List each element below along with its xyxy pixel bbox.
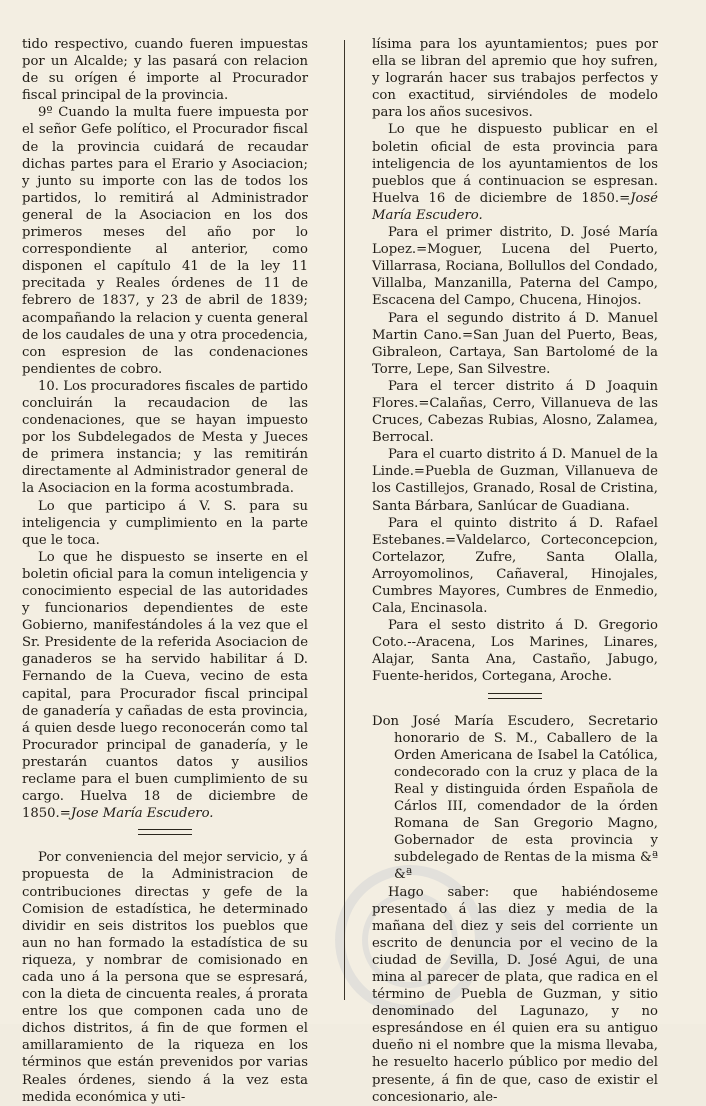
section-divider — [488, 693, 542, 699]
paragraph: 10. Los procuradores fiscales de partido concluirán la recaudacion de las condenaciones, que se hayan impuesto por los Subdelegados de Mesta y Jueces de primera instancia; y las remitirán directamente al Administrador general de la Asociacion en la forma acostumbrada. — [22, 378, 308, 497]
district-entry: Para el segundo distrito á D. Manuel Martin Cano.=San Juan del Puerto, Beas, Gibraleon, Cartaya, San Bartolomé de la Torre, Lepe, San Silvestre. — [372, 310, 658, 377]
paragraph: Lo que participo á V. S. para su inteligencia y cumplimiento en la parte que le toca. — [22, 498, 308, 548]
paragraph — [372, 121, 658, 224]
left-column — [22, 36, 308, 1106]
right-column — [372, 36, 658, 1106]
paragraph: 9º Cuando la multa fuere impuesta por el señor Gefe político, el Procurador fiscal de la provincia cuidará de recaudar dichas partes para el Erario y Asociacion; y junto su importe con las de todos los partidos, lo remitirá al Administrador general de la Asociacion en los dos primeros meses del año por lo correspondiente al anterior, como disponen el capítulo 41 de la ley 11 precitada y Reales órdenes de 11 de febrero de 1837, y 23 de abril de 1839; acompañando la relacion y cuenta general de los caudales de una y otra procedencia, con espresion de las condenaciones pendientes de cobro. — [22, 105, 308, 377]
edict-heading: Don José María Escudero, Secretario honorario de S. M., Caballero de la Orden Americana de Isabel la Católica, condecorado con la cruz y placa de la Real y distinguida órden Española de Cárlos III, comendador de la órden Romana de San Gregorio Magno, Gobernador de esta provincia y subdelegado de Rentas de la misma &ª &ª — [372, 713, 658, 883]
column-rule — [344, 40, 345, 1000]
paragraph-text: Lo que he dispuesto publicar en el boletin oficial de esta provincia para inteligencia de los ayuntamientos de los pueblos que á continuacion se espresan. Huelva 16 de diciembre de 1850.= — [372, 122, 658, 206]
paragraph: Hago saber: que habiéndoseme presentado á las diez y media de la mañana del diez y seis del corriente un escrito de denuncia por el vecino de la ciudad de Sevilla, D. José Agui, de una mina al parecer de plata, que radica en el término de Puebla de Guzman, y sitio denominado del Lagunazo, y no espresándose en él quien era su antiguo dueño ni el nombre que la misma llevaba, he resuelto hacerlo público por medio del presente, á fin de que, caso de existir el concesionario, ale- — [372, 884, 658, 1105]
paragraph-text: Lo que he dispuesto se inserte en el boletin oficial para la comun inteligencia y conocimiento especial de las autoridades y funcionarios dependientes de este Gobierno, manifestándoles á la vez que el Sr. Presidente de la referida Asociacion de ganaderos se ha servido habilitar á D. Fernando de la Cueva, vecino de esta capital, para Procurador fiscal principal de ganadería y cañadas de esta provincia, á quien desde luego reconocerán como tal Procurador principal de ganadería, y le prestarán cuantos datos y ausilios reclame para el buen cumplimiento de su cargo. Huelva 18 de diciembre de 1850.= — [22, 549, 308, 822]
district-entry: Para el tercer distrito á D Joaquin Flores.=Calañas, Cerro, Villanueva de las Cruces, Cabezas Rubias, Alosno, Zalamea, Berrocal. — [372, 378, 658, 446]
signature-name: Jose María Escudero. — [70, 806, 214, 822]
paragraph: lísima para los ayuntamientos; pues por ella se libran del apremio que hoy sufren, y lograrán hacer sus trabajos perfectos y con exactitud, sirviéndoles de modelo para los años sucesivos. — [372, 37, 658, 121]
district-entry: Para el cuarto distrito á D. Manuel de la Linde.=Puebla de Guzman, Villanueva de los Castillejos, Granado, Rosal de Cristina, Santa Bárbara, Sanlúcar de Guadiana. — [372, 447, 658, 514]
signature-name: José María Escudero. — [372, 190, 658, 223]
district-entry: Para el quinto distrito á D. Rafael Estebanes.=Valdelarco, Corteconcepcion, Cortelazor, Zufre, Santa Olalla, Arroyomolinos, Cañaveral, Hinojales, Cumbres Mayores, Cumbres de Enmedio, Cala, Encinasola. — [372, 515, 658, 617]
district-entry: Para el sesto distrito á D. Gregorio Coto.--Aracena, Los Marines, Linares, Alajar, Santa Ana, Castaño, Jabugo, Fuente-heridos, Cortegana, Aroche. — [372, 618, 658, 685]
paragraph: tido respectivo, cuando fueren impuestas por un Alcalde; y las pasará con relacion de su orígen é importe al Procurador fiscal principal de la provincia. — [22, 37, 308, 104]
paragraph — [22, 549, 308, 823]
district-entry: Para el primer distrito, D. José María Lopez.=Moguer, Lucena del Puerto, Villarrasa, Rociana, Bollullos del Condado, Villalba, Manzanilla, Paterna del Campo, Escacena del Campo, Chucena, Hinojos. — [372, 225, 658, 309]
section-divider — [138, 829, 192, 835]
paragraph: Por conveniencia del mejor servicio, y á propuesta de la Administracion de contribuciones directas y gefe de la Comision de estadística, he determinado dividir en seis distritos los pueblos que aun no han formado la estadística de su riqueza, y nombrar de comisionado en cada uno á la persona que se espresará, con la dieta de cincuenta reales, á prorata entre los que componen cada uno de dichos distritos, á fin de que formen el amillaramiento de la riqueza en los términos que están prevenidos por varias Reales órdenes, siendo á la vez esta medida económica y uti- — [22, 850, 308, 1105]
